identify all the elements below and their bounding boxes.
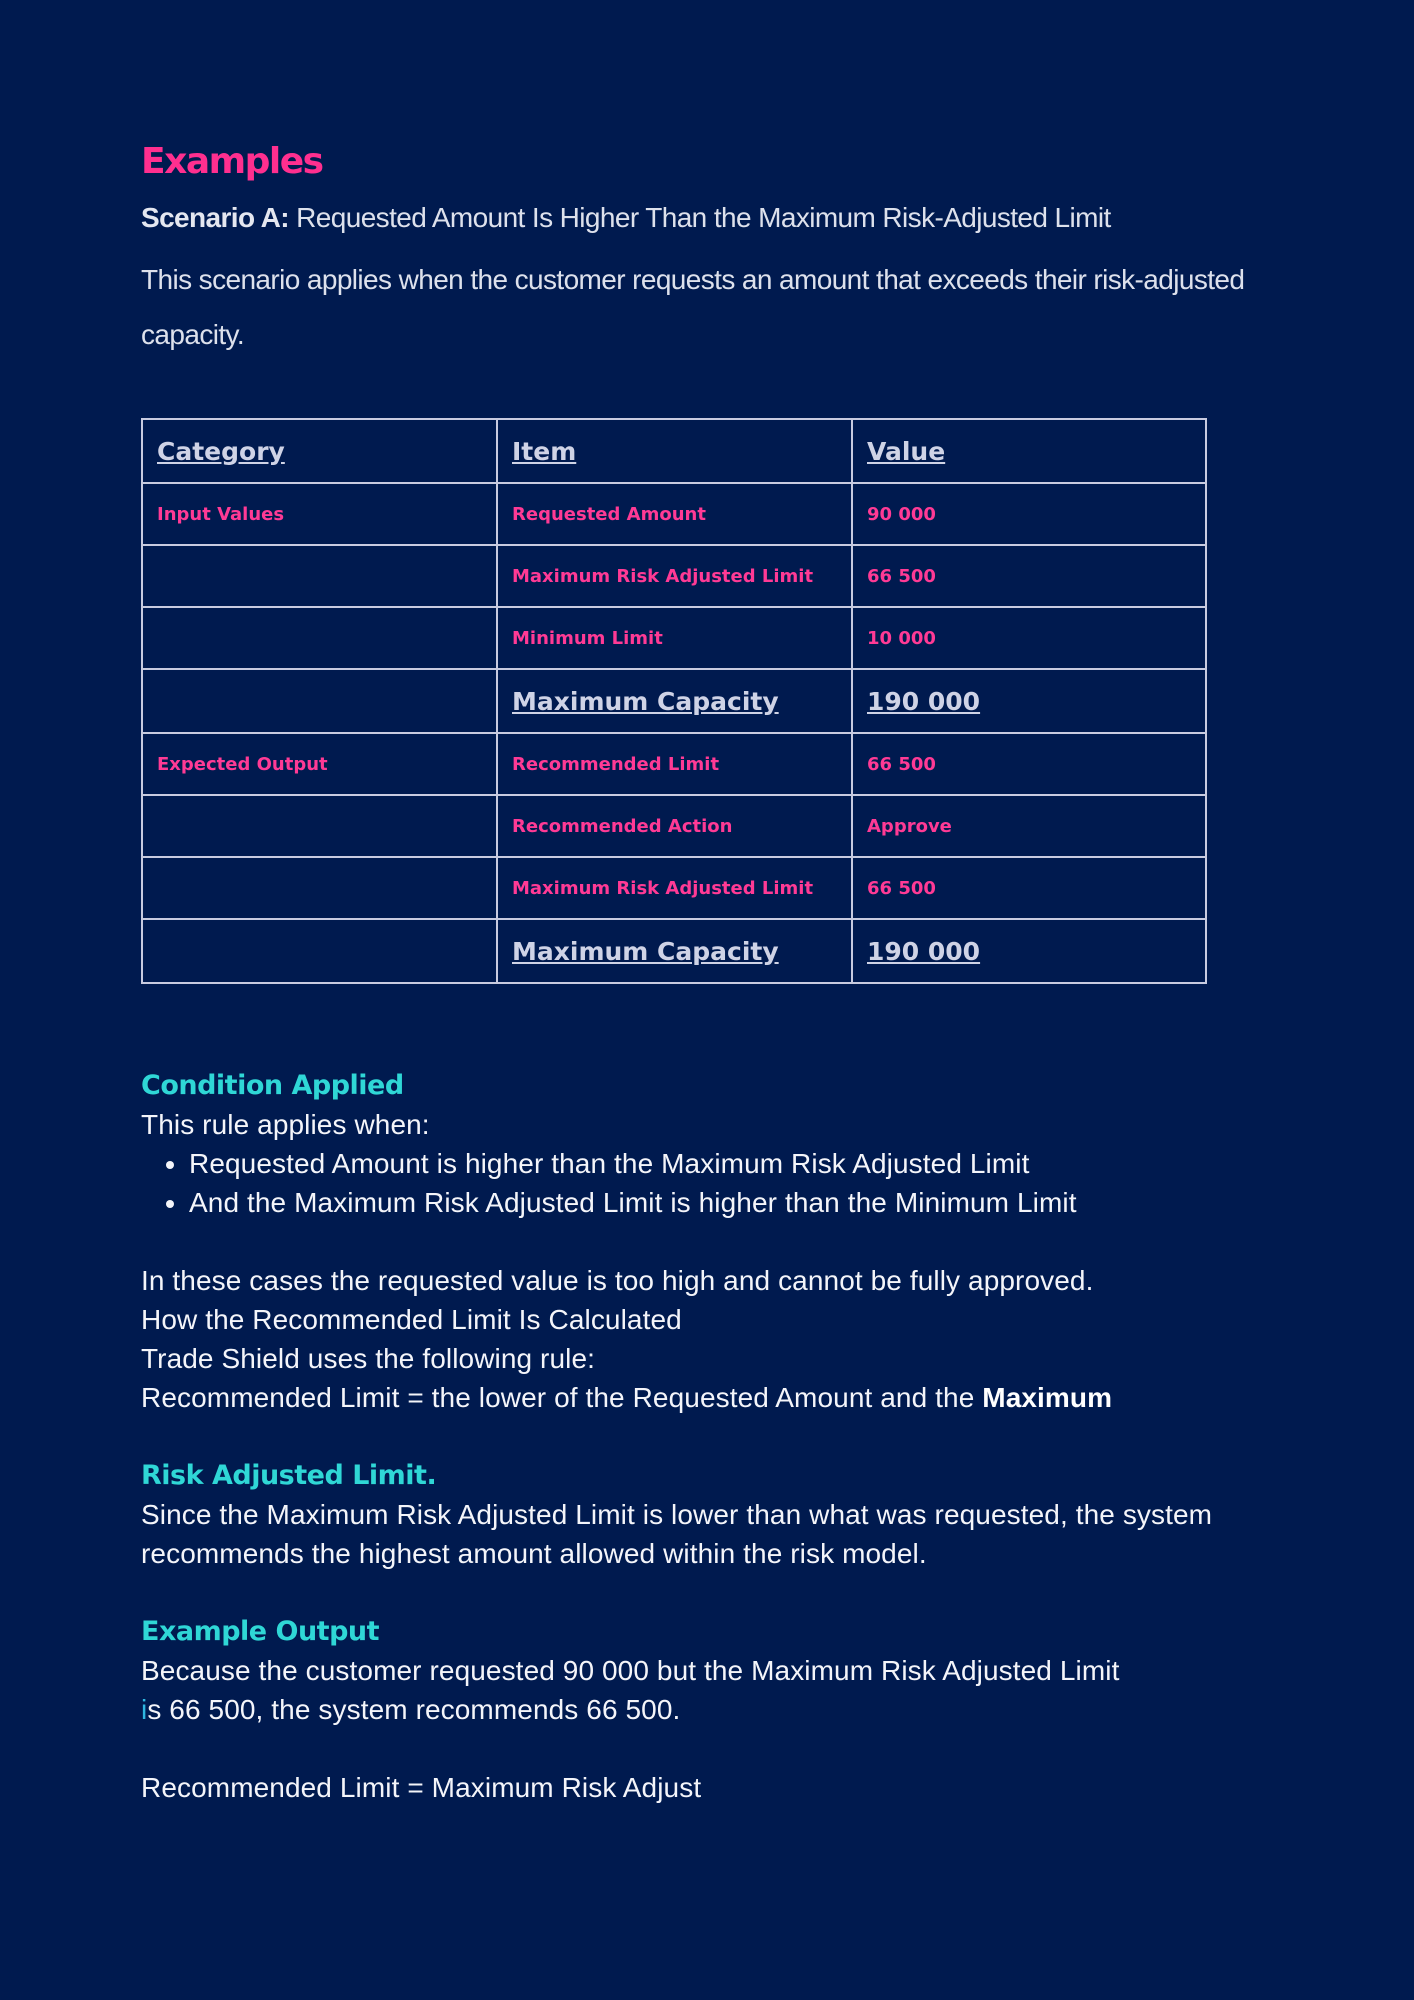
table-row	[142, 545, 1206, 607]
example-output-heading: Example Output	[141, 1616, 380, 1647]
scenario-heading	[141, 198, 1271, 238]
explanation-line: How the Recommended Limit Is Calculated	[141, 1304, 682, 1335]
table-cell-value: 66 500	[852, 857, 1206, 919]
table-cell-category: Input Values	[142, 483, 497, 545]
table-cell-item: Minimum Limit	[497, 607, 852, 669]
table-cell-item: Recommended Limit	[497, 733, 852, 795]
formula-text: Recommended Limit = the lower of the Requested Amount and the	[141, 1382, 975, 1413]
table-header-item: Item	[497, 419, 852, 483]
scenario-title: Requested Amount Is Higher Than the Maximum Risk-Adjusted Limit	[296, 202, 1111, 233]
table-cell-value: Approve	[852, 795, 1206, 857]
table-cell-item: Requested Amount	[497, 483, 852, 545]
table-header-row	[142, 419, 1206, 483]
table-cell-value: 190 000	[852, 919, 1206, 983]
explanation-line: Trade Shield uses the following rule:	[141, 1343, 596, 1374]
table-cell-category	[142, 919, 497, 983]
condition-intro: This rule applies when:	[141, 1109, 430, 1140]
explanation-line: In these cases the requested value is too high and cannot be fully approved.	[141, 1265, 1094, 1296]
table-cell-category	[142, 545, 497, 607]
formula-strong: Maximum	[982, 1382, 1113, 1413]
table-row	[142, 795, 1206, 857]
spacer	[141, 1222, 1271, 1261]
example-output-text: s 66 500, the system recommends 66 500.	[147, 1694, 681, 1725]
condition-heading: Condition Applied	[141, 1070, 404, 1101]
table-cell-value: 90 000	[852, 483, 1206, 545]
table-row-total	[142, 669, 1206, 733]
table-cell-value: 10 000	[852, 607, 1206, 669]
spacer	[141, 1573, 1271, 1612]
table-row	[142, 857, 1206, 919]
table-cell-item: Maximum Risk Adjusted Limit	[497, 857, 852, 919]
formula-line	[141, 1378, 1271, 1417]
table-cell-category	[142, 669, 497, 733]
table-row-total	[142, 919, 1206, 983]
table-cell-category	[142, 857, 497, 919]
spacer	[141, 1417, 1271, 1456]
document-page	[141, 136, 1271, 1803]
table-cell-value: 66 500	[852, 733, 1206, 795]
example-table	[141, 418, 1207, 984]
table-cell-value: 66 500	[852, 545, 1206, 607]
table-cell-category: Expected Output	[142, 733, 497, 795]
table-cell-category	[142, 607, 497, 669]
table-cell-item: Maximum Capacity	[497, 919, 852, 983]
risk-heading: Risk Adjusted Limit.	[141, 1460, 437, 1491]
scenario-description: This scenario applies when the customer requests an amount that exceeds their risk-adjusted capacity.	[141, 264, 1245, 350]
body-section	[141, 1066, 1271, 1807]
list-item: • And the Maximum Risk Adjusted Limit is higher than the Minimum Limit	[189, 1183, 1271, 1222]
table-row	[142, 607, 1206, 669]
table-header-value: Value	[852, 419, 1206, 483]
scenario-label: Scenario A:	[141, 202, 289, 233]
table-row	[142, 733, 1206, 795]
table-header-category: Category	[142, 419, 497, 483]
list-item: • Requested Amount is higher than the Maximum Risk Adjusted Limit	[189, 1144, 1271, 1183]
spacer	[141, 1729, 1271, 1768]
example-output-line	[141, 1690, 1271, 1729]
table-row	[142, 483, 1206, 545]
table-cell-item: Recommended Action	[497, 795, 852, 857]
accent-letter: i	[141, 1694, 148, 1725]
condition-list	[141, 1144, 1271, 1222]
table-cell-value: 190 000	[852, 669, 1206, 733]
table-cell-item: Maximum Capacity	[497, 669, 852, 733]
page-title: Examples	[141, 141, 323, 182]
table-cell-item: Maximum Risk Adjusted Limit	[497, 545, 852, 607]
table-cell-category	[142, 795, 497, 857]
formula-result: Recommended Limit = Maximum Risk Adjust	[141, 1772, 702, 1803]
risk-text: Since the Maximum Risk Adjusted Limit is lower than what was requested, the system recommends the highest amount allowed within the risk model.	[141, 1499, 1213, 1569]
example-output-line: Because the customer requested 90 000 but the Maximum Risk Adjusted Limit	[141, 1655, 1120, 1686]
